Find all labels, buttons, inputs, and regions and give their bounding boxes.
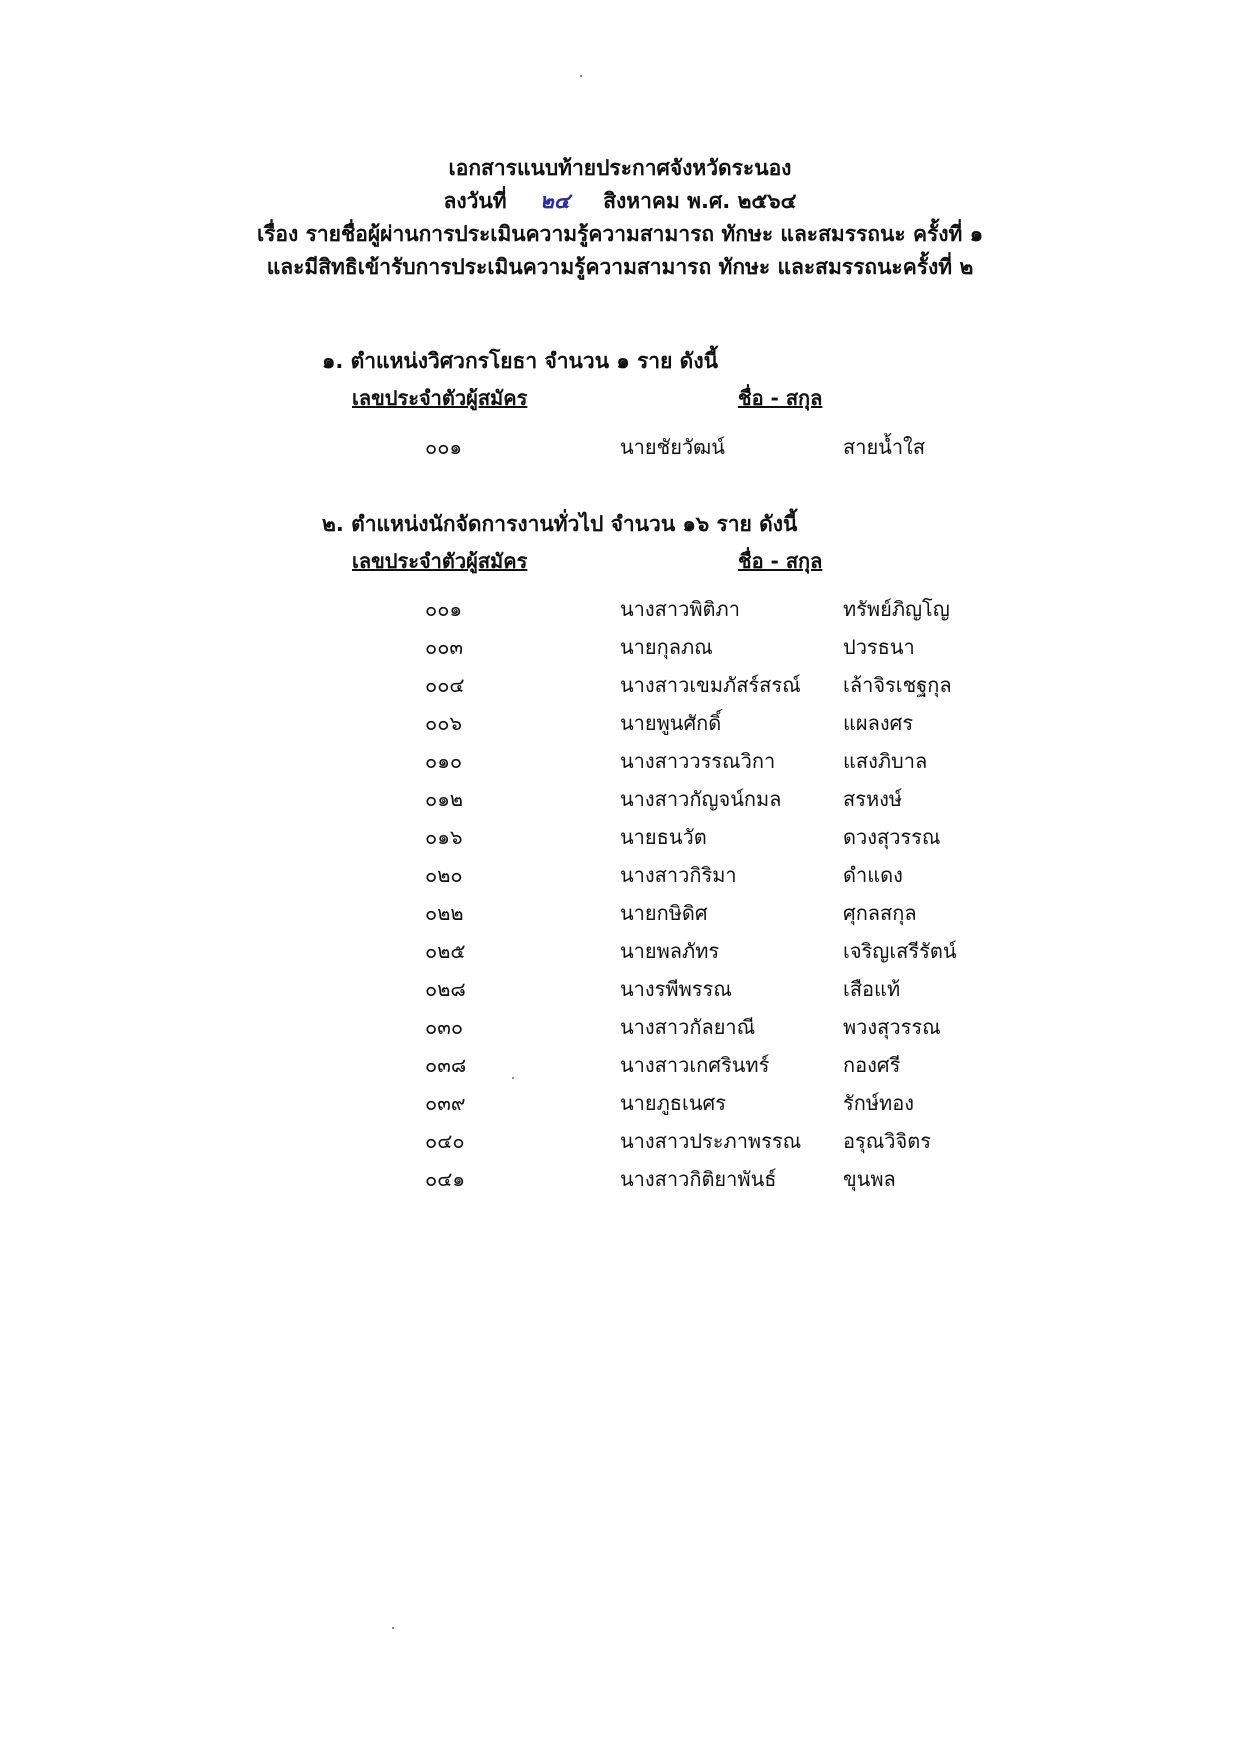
applicant-last-name: เล้าจิรเชฐกุล [843,673,952,697]
applicant-first-name: นางสาวพิติภา [620,597,740,621]
date-day-handwritten: ๒๔ [540,189,570,213]
table-row [0,745,1240,783]
document-header [0,152,1240,284]
applicant-id: ๐๑๖ [425,825,463,849]
applicant-last-name: แผลงศร [843,711,914,735]
applicant-last-name: อรุณวิจิตร [843,1129,931,1153]
applicant-last-name: ศุกลสกุล [843,901,917,925]
table-row [0,859,1240,897]
table-row [0,973,1240,1011]
applicant-id: ๐๐๑ [425,597,463,621]
applicant-last-name: สรหงษ์ [843,787,903,811]
applicant-first-name: นางสาวกิติยาพันธ์ [620,1167,777,1191]
applicant-first-name: นางสาววรรณวิกา [620,749,776,773]
applicant-first-name: นายกุลภณ [620,635,713,659]
applicant-id: ๐๓๘ [425,1053,467,1077]
table-row [0,1163,1240,1201]
table-row [0,897,1240,935]
column-header-full-name: ชื่อ - สกุล [738,549,823,573]
applicant-first-name: นางสาวเกศรินทร์ [620,1053,770,1077]
applicant-last-name: สายน้ำใส [843,435,926,459]
applicant-first-name: นางสาวกัลยาณี [620,1015,756,1039]
table-row [0,431,1240,469]
applicant-first-name: นายชัยวัฒน์ [620,435,725,459]
applicant-first-name: นายพูนศักดิ์ [620,711,722,735]
applicant-last-name: ดวงสุวรรณ [843,825,941,849]
date-prefix: ลงวันที่ [443,189,507,213]
table-row [0,593,1240,631]
applicant-first-name: นางรพีพรรณ [620,977,732,1001]
applicant-first-name: นางสาวประภาพรรณ [620,1129,802,1153]
applicant-id: ๐๑๐ [425,749,463,773]
header-subject-continued: และมีสิทธิเข้ารับการประเมินความรู้ความสามารถ ทักษะ และสมรรถนะครั้งที่ ๒ [266,255,974,279]
table-row [0,783,1240,821]
table-row [0,1011,1240,1049]
header-date [0,185,1240,218]
date-suffix: สิงหาคม พ.ศ. ๒๕๖๔ [603,189,797,213]
section-title: ๑. ตำแหน่งวิศวกรโยธา จำนวน ๑ ราย ดังนี้ [322,349,718,373]
column-header-full-name: ชื่อ - สกุล [738,386,823,410]
applicant-id: ๐๐๑ [425,435,463,459]
applicant-id: ๐๐๖ [425,711,463,735]
scan-speck [392,1627,394,1629]
applicant-last-name: เจริญเสรีรัตน์ [843,939,957,963]
applicant-id: ๐๒๕ [425,939,466,963]
applicant-id: ๐๒๐ [425,863,463,887]
applicant-id: ๐๓๙ [425,1091,466,1115]
column-header-applicant-id: เลขประจำตัวผู้สมัคร [352,386,528,410]
applicant-last-name: กองศรี [843,1053,901,1077]
applicant-list [0,431,1240,469]
column-header-applicant-id: เลขประจำตัวผู้สมัคร [352,549,528,573]
table-row [0,707,1240,745]
table-row [0,935,1240,973]
applicant-id: ๐๔๐ [425,1129,465,1153]
table-row [0,1049,1240,1087]
applicant-id: ๐๐๔ [425,673,465,697]
table-row [0,631,1240,669]
table-row [0,821,1240,859]
applicant-id: ๐๒๘ [425,977,466,1001]
applicant-last-name: ปวรธนา [843,635,915,659]
applicant-first-name: นายธนวัต [620,825,707,849]
scan-speck [580,75,582,77]
header-subject: เรื่อง รายชื่อผู้ผ่านการประเมินความรู้ความสามารถ ทักษะ และสมรรถนะ ครั้งที่ ๑ [256,222,984,246]
applicant-id: ๐๔๑ [425,1167,466,1191]
applicant-last-name: แสงภิบาล [843,749,928,773]
applicant-first-name: นางสาวกัญจน์กมล [620,787,782,811]
applicant-first-name: นายภูธเนศร [620,1091,726,1115]
applicant-last-name: เสือแท้ [843,977,901,1001]
applicant-last-name: ดำแดง [843,863,903,887]
applicant-first-name: นางสาวกิริมา [620,863,737,887]
applicant-last-name: รักษ์ทอง [843,1091,914,1115]
applicant-last-name: ขุนพล [843,1167,896,1191]
applicant-id: ๐๑๒ [425,787,464,811]
table-row [0,1087,1240,1125]
applicant-last-name: พวงสุวรรณ [843,1015,941,1039]
applicant-last-name: ทรัพย์ภิญโญ [843,597,950,621]
applicant-id: ๐๒๒ [425,901,464,925]
section-title: ๒. ตำแหน่งนักจัดการงานทั่วไป จำนวน ๑๖ ราย ดังนี้ [322,512,798,536]
table-row [0,1125,1240,1163]
applicant-first-name: นายกษิดิศ [620,901,708,925]
applicant-list [0,593,1240,1201]
header-title: เอกสารแนบท้ายประกาศจังหวัดระนอง [448,156,792,180]
applicant-first-name: นางสาวเขมภัสร์สรณ์ [620,673,801,697]
applicant-first-name: นายพลภัทร [620,939,720,963]
applicant-id: ๐๓๐ [425,1015,464,1039]
table-row [0,669,1240,707]
applicant-id: ๐๐๓ [425,635,464,659]
